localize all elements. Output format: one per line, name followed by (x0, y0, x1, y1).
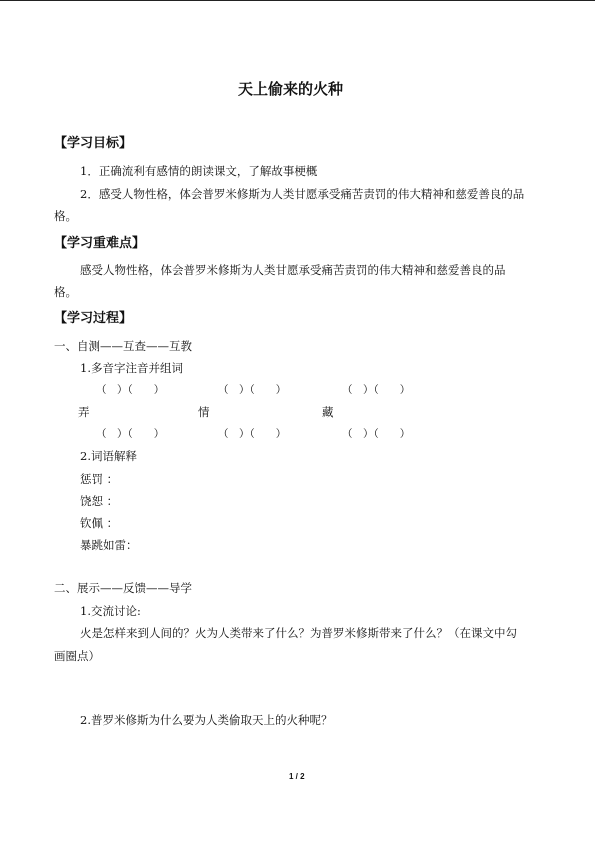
term-3: 钦佩 ： (80, 516, 119, 530)
part-2-heading: 二、展示——反馈——导学 (54, 581, 192, 595)
part-1-sub-1: 1.多音字注音并组词 (80, 361, 183, 375)
part-1-heading: 一、自测——互查——互教 (54, 339, 192, 353)
document-title: 天上偷来的火种 (238, 80, 344, 98)
part-2-sub-2: 2.普罗米修斯为什么要为人类偷取天上的火种呢？ (80, 713, 333, 727)
part-1-sub-2: 2.词语解释 (80, 449, 137, 463)
paren-row-a-1: （ ）（ ） (96, 384, 165, 396)
polyphone-char-2: 情 (198, 405, 210, 419)
polyphone-char-3: 藏 (322, 405, 334, 419)
term-1: 惩罚 ： (80, 472, 119, 486)
goals-item-1: 1．正确流利有感情的朗读课文，了解故事梗概 (80, 164, 318, 178)
goals-heading: 【学习目标】 (54, 136, 133, 151)
polyphone-char-1: 弄 (78, 405, 90, 419)
paren-row-b-2: （ ）（ ） (218, 428, 287, 440)
key-points-line-1: 感受人物性格，体会普罗米修斯为人类甘愿承受痛苦责罚的伟大精神和慈爱善良的品 (80, 263, 506, 277)
page-number: 1 / 2 (289, 772, 305, 781)
question-1-line-2: 画圈点） (54, 649, 100, 663)
part-2-sub-1: 1.交流讨论: (80, 604, 141, 618)
paren-row-b-1: （ ）（ ） (96, 428, 165, 440)
goals-item-2-line-1: 2．感受人物性格，体会普罗米修斯为人类甘愿承受痛苦责罚的伟大精神和慈爱善良的品 (80, 187, 525, 201)
key-points-heading: 【学习重难点】 (54, 236, 146, 251)
paren-row-b-3: （ ）（ ） (342, 428, 411, 440)
process-heading: 【学习过程】 (54, 311, 133, 326)
term-2: 饶恕 ： (80, 494, 119, 508)
goals-item-2-line-2: 格。 (54, 209, 77, 223)
key-points-line-2: 格。 (54, 285, 77, 299)
term-4: 暴跳如雷： (80, 538, 138, 552)
paren-row-a-2: （ ）（ ） (218, 384, 287, 396)
paren-row-a-3: （ ）（ ） (342, 384, 411, 396)
question-1-line-1: 火是怎样来到人间的？火为人类带来了什么？为普罗米修斯带来了什么？（在课文中勾 (80, 626, 517, 640)
page-top-rule (0, 0, 595, 1)
